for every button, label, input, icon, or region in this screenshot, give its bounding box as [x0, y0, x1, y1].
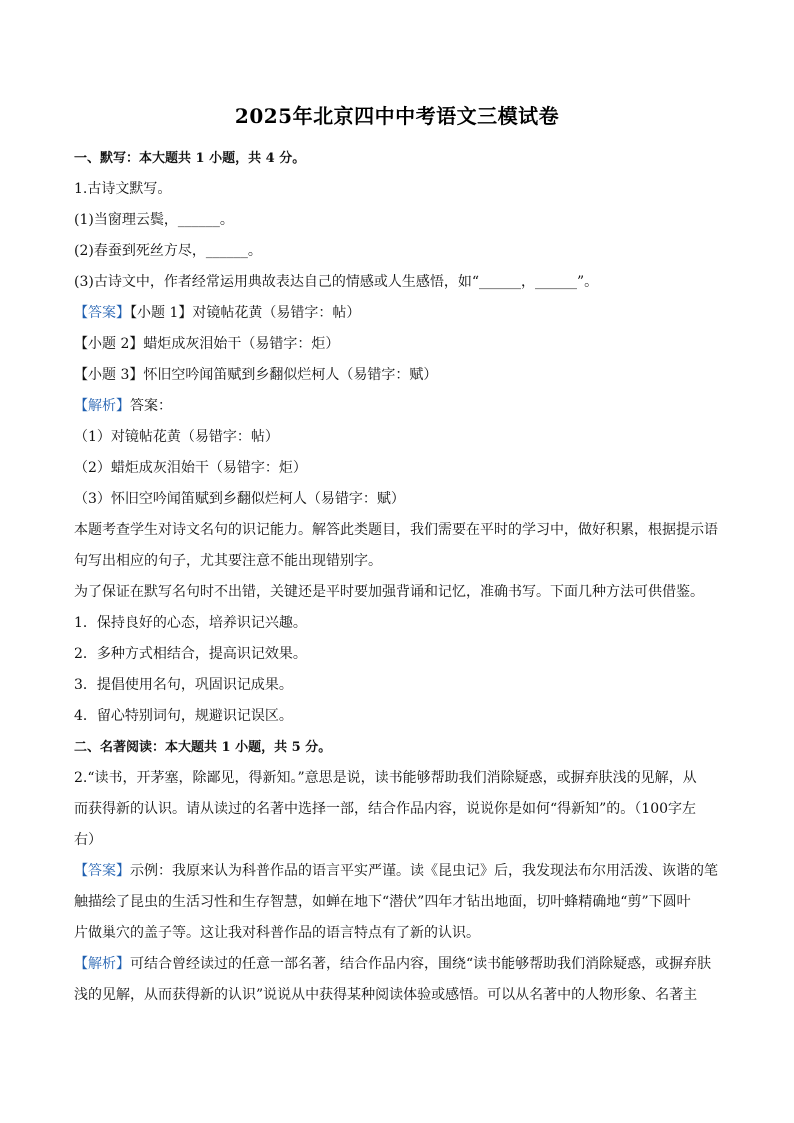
analysis-1-para-1-line-2: 句写出相应的句子，尤其要注意不能出现错别字。 — [74, 553, 382, 569]
page-title: 2025年北京四中中考语文三模试卷 — [234, 104, 560, 128]
analysis-2-line-1 — [74, 949, 720, 980]
question-1-stem: 1.古诗文默写。 — [74, 181, 172, 197]
method-3: 3．提倡使用名句，巩固识记成果。 — [74, 677, 293, 693]
analysis-1-lead-text: 答案： — [130, 398, 172, 414]
analysis-1-point-2: （2）蜡炬成灰泪始干（易错字：炬） — [74, 460, 307, 476]
answer-tag: 【答案】 — [74, 863, 130, 879]
question-2-line-3: 右） — [74, 832, 102, 848]
answer-2-line-1 — [74, 856, 720, 887]
answer-2-line-2: 触描绘了昆虫的生活习性和生存智慧，如蝉在地下“潜伏”四年才钻出地面，切叶蜂精确地“剪”下圆叶 — [74, 894, 691, 910]
analysis-1-point-3: （3）怀旧空吟闻笛赋到乡翻似烂柯人（易错字：赋） — [74, 491, 405, 507]
method-4: 4．留心特别词句，规避识记误区。 — [74, 708, 293, 724]
analysis-2-line-2: 浅的见解，从而获得新的认识”说说从中获得某种阅读体验或感悟。可以从名著中的人物形象、名著主 — [74, 987, 698, 1003]
analysis-tag: 【解析】 — [74, 956, 130, 972]
exam-paper — [74, 100, 720, 1011]
analysis-1-lead — [74, 391, 720, 422]
section-heading-2: 二、名著阅读：本大题共 1 小题，共 5 分。 — [74, 740, 332, 755]
analysis-tag: 【解析】 — [74, 398, 130, 414]
answer-1-line-2: 【小题 2】蜡炬成灰泪始干（易错字：炬） — [74, 336, 340, 352]
analysis-1-para-1-line-1: 本题考查学生对诗文名句的识记能力。解答此类题目，我们需要在平时的学习中，做好积累，根据提示语 — [74, 522, 718, 538]
section-heading-1: 一、默写：本大题共 1 小题，共 4 分。 — [74, 151, 306, 166]
answer-tag: 【答案】 — [74, 305, 130, 321]
question-1-item-1: (1)当窗理云鬓，______。 — [74, 212, 234, 228]
question-2-line-1: 2.“读书，开茅塞，除鄙见，得新知。”意思是说，读书能够帮助我们消除疑惑，或摒弃肤浅的见解，从 — [74, 770, 697, 786]
answer-1-text-1: 【小题 1】对镜帖花黄（易错字：帖） — [130, 305, 361, 321]
method-1: 1．保持良好的心态，培养识记兴趣。 — [74, 615, 307, 631]
answer-1-line-3: 【小题 3】怀旧空吟闻笛赋到乡翻似烂柯人（易错字：赋） — [74, 367, 438, 383]
method-2: 2．多种方式相结合，提高识记效果。 — [74, 646, 307, 662]
question-1-item-2: (2)春蚕到死丝方尽，______。 — [74, 243, 262, 259]
analysis-1-point-1: （1）对镜帖花黄（易错字：帖） — [74, 429, 279, 445]
answer-1-line-1 — [74, 298, 720, 329]
analysis-1-para-2: 为了保证在默写名句时不出错，关键还是平时要加强背诵和记忆，准确书写。下面几种方法可供借鉴。 — [74, 584, 704, 600]
answer-2-text-1: 示例：我原来认为科普作品的语言平实严谨。读《昆虫记》后，我发现法布尔用活泼、诙谐的笔 — [130, 863, 718, 879]
question-2-line-2: 而获得新的认识。请从读过的名著中选择一部，结合作品内容，说说你是如何“得新知”的。（100字左 — [74, 801, 697, 817]
question-1-item-3: (3)古诗文中，作者经常运用典故表达自己的情感或人生感悟，如“______，______”。 — [74, 274, 599, 290]
answer-2-line-3: 片做巢穴的盖子等。这让我对科普作品的语言特点有了新的认识。 — [74, 925, 480, 941]
analysis-2-text-1: 可结合曾经读过的任意一部名著，结合作品内容，围绕“读书能够帮助我们消除疑惑，或摒弃肤 — [130, 956, 712, 972]
